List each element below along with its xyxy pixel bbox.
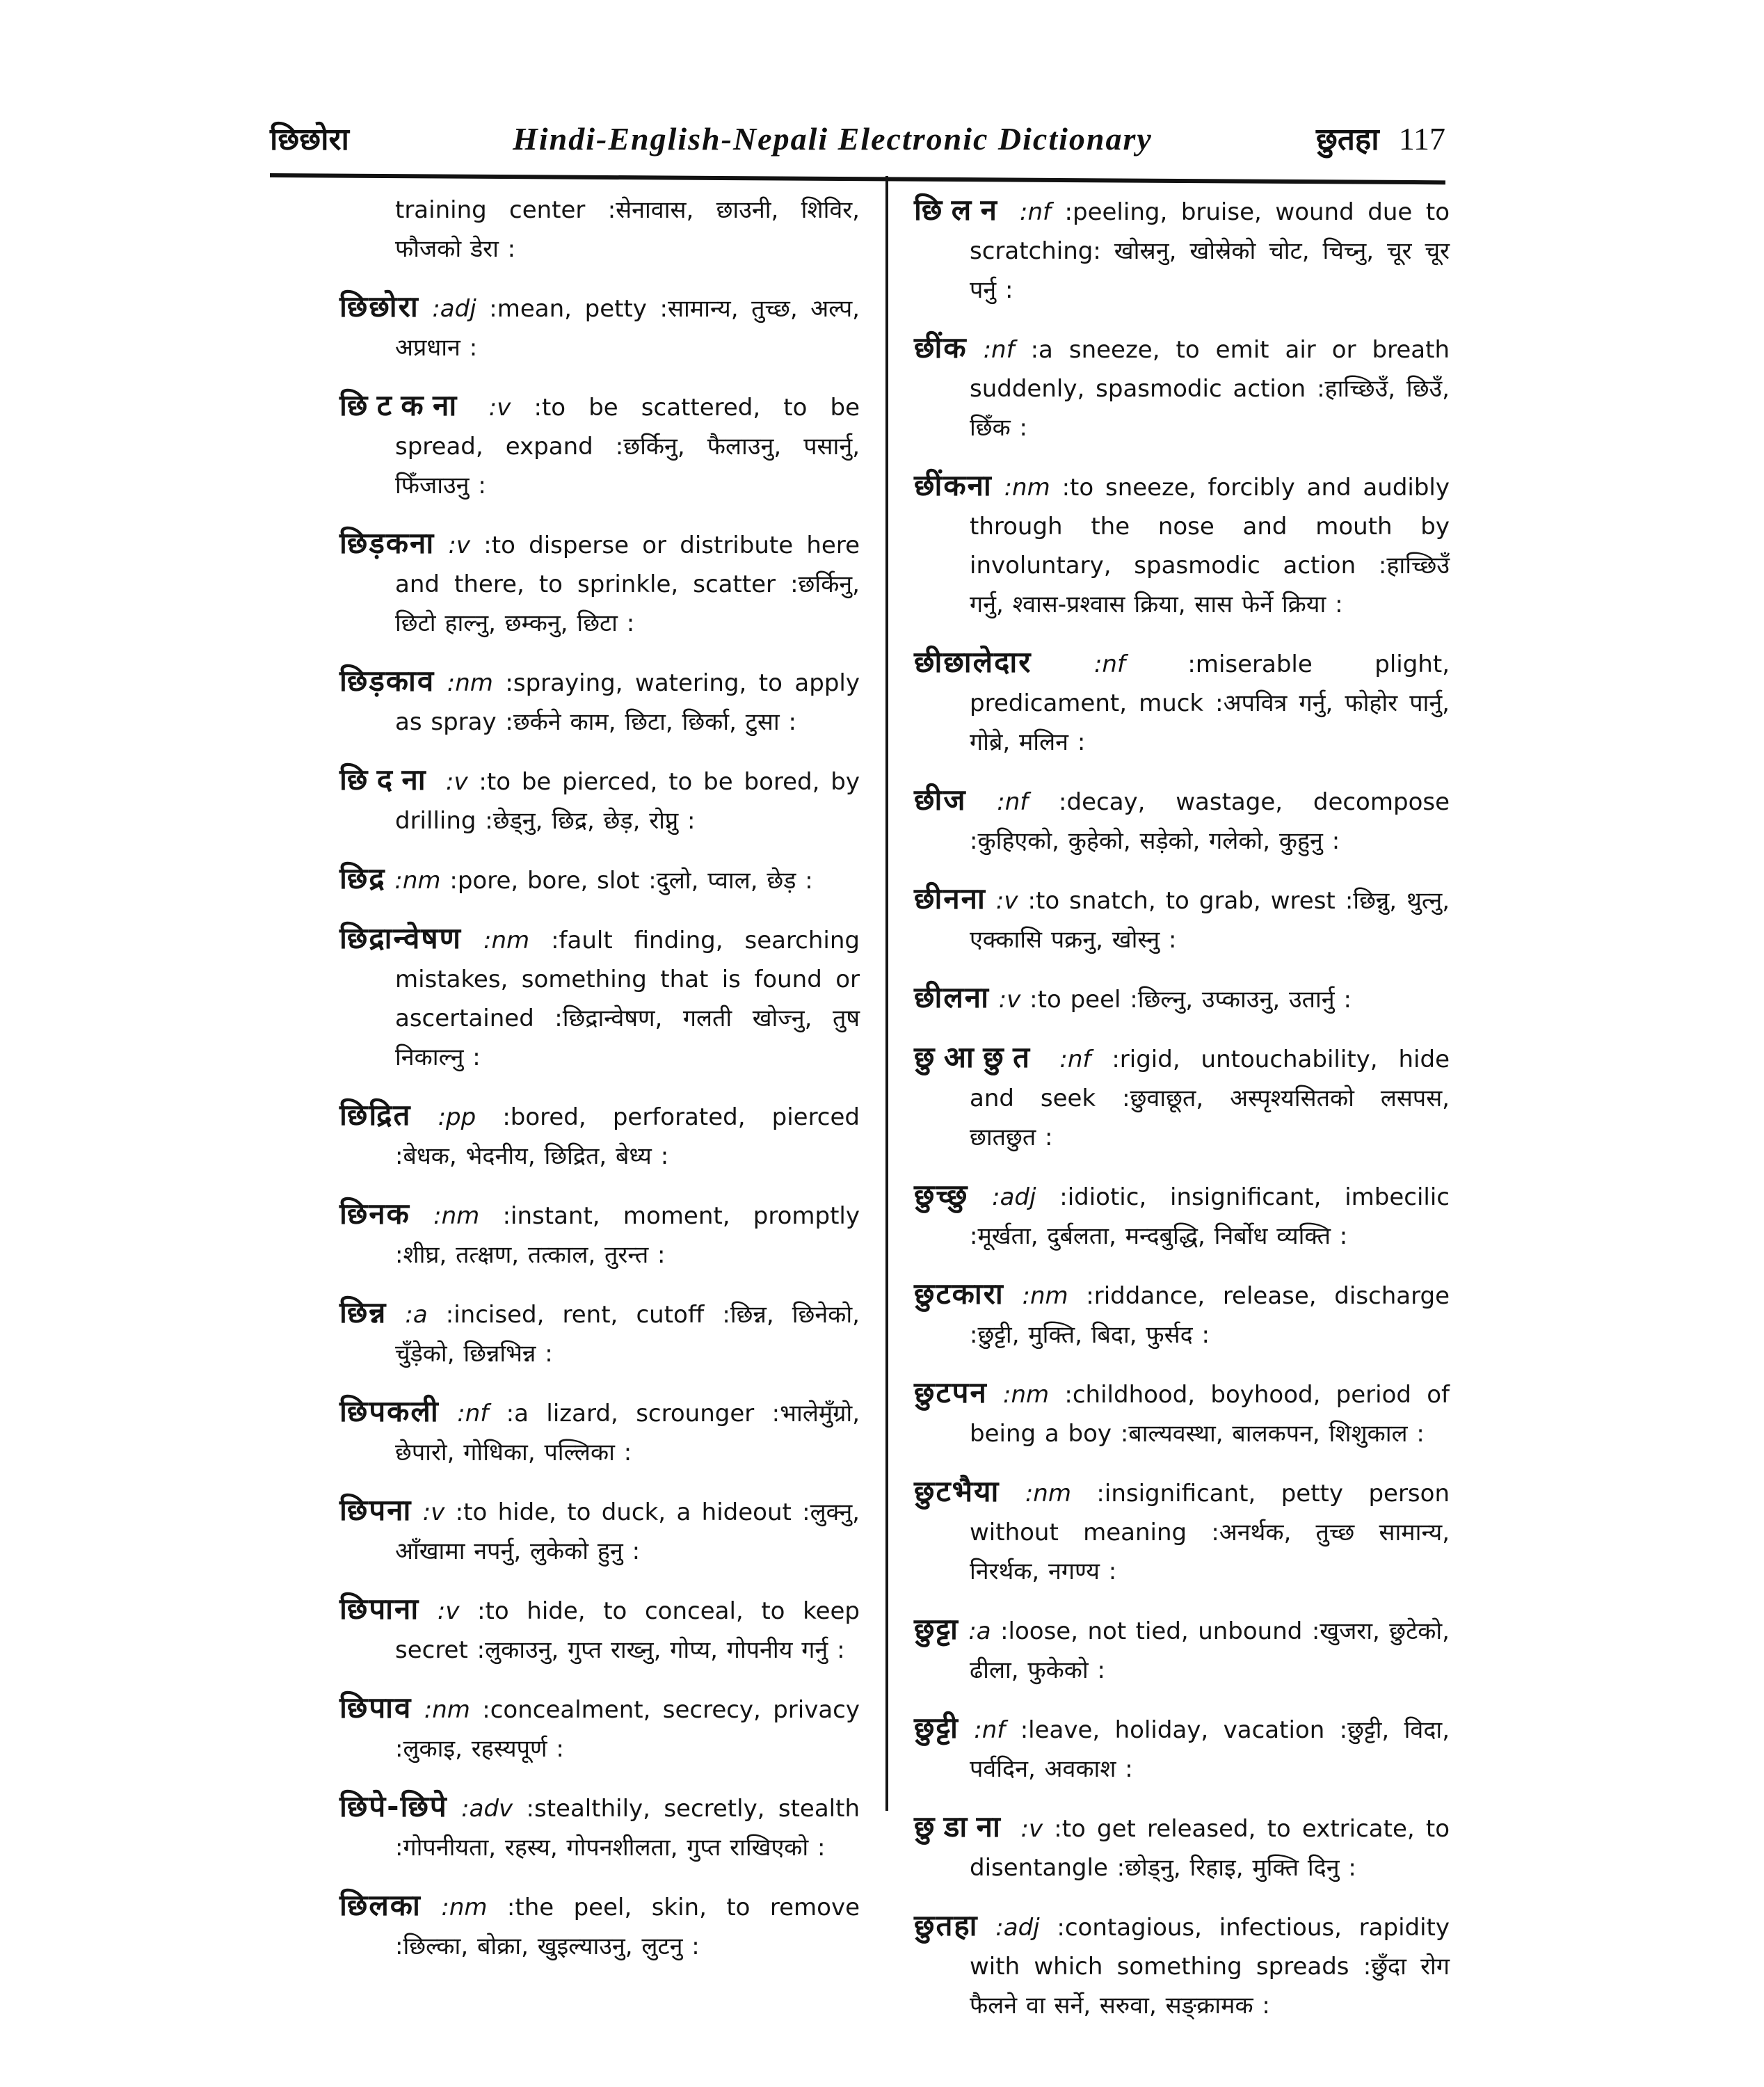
dictionary-entry: [914, 1709, 1450, 1789]
entry-headword: छींकना: [914, 468, 993, 502]
entry-headword: छिपकली: [339, 1394, 440, 1428]
dictionary-entry: [339, 1688, 860, 1768]
dictionary-entry: [339, 760, 860, 840]
entry-pos-tag: :nf: [439, 1400, 489, 1428]
entry-definition: :riddance, release, discharge :छुट्टी, मुक्ति, बिदा, फुर्सद :: [970, 1282, 1450, 1349]
entry-pos-tag: :nm: [385, 867, 441, 895]
dictionary-entry: [339, 1392, 860, 1472]
dictionary-entry: [914, 1274, 1450, 1354]
entry-pos-tag: :adv: [447, 1795, 513, 1823]
entry-pos-tag: :nm: [992, 474, 1050, 502]
entry-headword: छिद्रित: [339, 1098, 412, 1132]
entry-definition: :concealment, secrecy, privacy :लुकाइ, रहस्यपूर्ण :: [395, 1696, 860, 1763]
dictionary-entry: [914, 1906, 1450, 2025]
header-rule: [270, 173, 1445, 184]
entry-headword: छिछोरा: [339, 289, 419, 323]
entry-headword: छुच्छु: [914, 1178, 969, 1212]
entry-pos-tag: :v: [465, 394, 511, 422]
entry-definition: :leave, holiday, vacation :छुट्टी, विदा, पर्वदिन, अवकाश :: [970, 1716, 1450, 1783]
entry-pos-tag: :nf: [1032, 650, 1125, 678]
entry-definition: :to get released, to extricate, to disentangle :छोड्नु, रिहाइ, मुक्ति दिनु :: [970, 1815, 1450, 1882]
entry-definition: :spraying, watering, to apply as spray :छर्कने काम, छिटा, छिर्का, टुसा :: [395, 669, 860, 736]
entry-pos-tag: :nm: [1000, 1480, 1071, 1508]
entry-pos-tag: :pp: [411, 1103, 476, 1131]
entry-definition: :decay, wastage, decompose :कुहिएको, कुहेको, सड़ेको, गलेको, कुहुनु :: [970, 788, 1450, 855]
column-divider: [885, 176, 888, 1811]
dictionary-entry: [339, 1787, 860, 1867]
entry-headword: छिन्न: [339, 1295, 387, 1329]
entry-headword: छिपे-छिपे: [339, 1789, 448, 1823]
entry-pos-tag: :nm: [421, 1894, 488, 1921]
entry-headword: छुटभैया: [914, 1474, 1000, 1508]
entry-headword: छुडाना: [914, 1809, 1010, 1844]
entry-headword: छिलका: [339, 1888, 422, 1922]
dictionary-entry: [339, 1293, 860, 1373]
entry-definition: :bored, perforated, pierced :बेधक, भेदनीय, छिद्रित, बेध्य :: [395, 1103, 860, 1170]
entry-definition: :to peel :छिल्नु, उप्काउनु, उतार्नु :: [1020, 986, 1352, 1014]
entry-pos-tag: :nm: [1004, 1282, 1068, 1310]
entry-headword: छिद्र: [339, 861, 386, 895]
entry-headword: छिपना: [339, 1493, 412, 1527]
entry-pos-tag: :adj: [419, 295, 476, 323]
right-column: [914, 191, 1450, 2044]
dictionary-entry: [914, 1610, 1450, 1690]
entry-pos-tag: :a: [387, 1301, 428, 1329]
entry-pos-tag: :nf: [1006, 198, 1051, 226]
entry-pos-tag: :v: [435, 768, 468, 796]
entry-headword: छुटकारा: [914, 1277, 1004, 1311]
guide-word-left: छिछोरा: [270, 122, 349, 157]
entry-definition: :a lizard, scrounger :भालेमुँग्रो, छेपारो, गोधिका, पल्लिका :: [395, 1400, 860, 1466]
entry-headword: छुटपन: [914, 1375, 988, 1409]
dictionary-entry: [914, 781, 1450, 861]
entry-headword: छुट्टा: [914, 1612, 959, 1646]
entry-pos-tag: :nm: [987, 1381, 1050, 1409]
entry-definition: :to be pierced, to be bored, by drilling :छेड्नु, छिद्र, छेड़, रोप्नु :: [395, 768, 860, 835]
header-right-group: [1316, 117, 1445, 159]
page-number: 117: [1398, 121, 1445, 157]
entry-headword: छिलन: [914, 193, 1007, 227]
entry-headword: छुट्टी: [914, 1711, 959, 1745]
entry-pos-tag: :nm: [462, 927, 530, 954]
entry-pos-tag: :v: [419, 1597, 460, 1625]
entry-definition: :loose, not tied, unbound :खुजरा, छुटेको, ढीला, फुकेको :: [970, 1617, 1450, 1684]
dictionary-entry: [339, 919, 860, 1077]
guide-word-right: छुतहा: [1316, 122, 1379, 157]
entry-pos-tag: :adj: [978, 1914, 1040, 1942]
entry-pos-tag: :v: [989, 986, 1021, 1014]
entry-definition: :peeling, bruise, wound due to scratching: खोस्रनु, खोस्रेको चोट, चिच्नु, चूर चूर पर्नु :: [970, 198, 1450, 304]
entry-pos-tag: :nm: [435, 669, 493, 697]
entry-headword: छिपाव: [339, 1690, 412, 1725]
dictionary-entry: [914, 879, 1450, 959]
entry-continuation: [339, 191, 860, 269]
entry-definition: :to be scattered, to be spread, expand :छर्किनु, फैलाउनु, पसार्नु, फिँजाउनु :: [395, 394, 860, 499]
dictionary-entry: [339, 662, 860, 742]
entry-definition: :incised, rent, cutoff :छिन्न, छिनेको, चुँड़ेको, छिन्नभिन्न :: [395, 1301, 860, 1368]
entry-definition: :insignificant, petty person without meaning :अनर्थक, तुच्छ सामान्य, निरर्थक, नगण्य :: [970, 1480, 1450, 1585]
entry-definition: :to snatch, to grab, wrest :छिन्नु, थुत्नु, एक्कासि पक्रनु, खोस्नु :: [970, 887, 1450, 954]
entry-headword: छिड़कना: [339, 526, 435, 560]
entry-definition: :to hide, to conceal, to keep secret :लुकाउनु, गुप्त राख्नु, गोप्य, गोपनीय गर्नु :: [395, 1597, 860, 1664]
entry-definition: :to disperse or distribute here and there, to sprinkle, scatter :छर्किनु, छिटो हाल्नु, छम्कनु, छिटा :: [395, 531, 860, 637]
entry-definition: :rigid, untouchability, hide and seek :छुवाछूत, अस्पृश्यसितको लसपस, छातछुत :: [970, 1046, 1450, 1151]
entry-headword: छिदना: [339, 762, 435, 797]
entry-headword: छिड़काव: [339, 664, 435, 698]
entry-pos-tag: :nf: [966, 788, 1029, 816]
entry-definition: :pore, bore, slot :दुलो, प्वाल, छेड़ :: [440, 867, 813, 895]
dictionary-entry: [339, 1590, 860, 1670]
dictionary-entry: [339, 524, 860, 643]
dictionary-entry: [339, 287, 860, 367]
entry-definition: :mean, petty :सामान्य, तुच्छ, अल्प, अप्रधान :: [395, 295, 860, 362]
entry-definition: :a sneeze, to emit air or breath suddenly, spasmodic action :हाच्छिउँ, छिउँ, छिँक :: [970, 336, 1450, 442]
page-title: Hindi-English-Nepali Electronic Dictionary: [513, 121, 1153, 157]
entry-pos-tag: :a: [959, 1617, 991, 1645]
dictionary-entry: [339, 859, 860, 900]
dictionary-entry: [914, 328, 1450, 447]
entry-headword: छुआछुत: [914, 1040, 1039, 1074]
entry-definition: :childhood, boyhood, period of being a boy :बाल्यवस्था, बालकपन, शिशुकाल :: [970, 1381, 1450, 1448]
dictionary-entry: [914, 191, 1450, 310]
entry-pos-tag: :nf: [959, 1716, 1006, 1744]
page-header: [270, 117, 1445, 173]
dictionary-entry: [914, 1176, 1450, 1256]
entry-definition: :contagious, infectious, rapidity with which something spreads :छुँदा रोग फैलने वा सर्ने, सरुवा, सङ्क्रामक :: [970, 1914, 1450, 2020]
entry-headword: छींक: [914, 330, 968, 365]
entry-headword: छीज: [914, 783, 967, 817]
entry-pos-tag: :v: [435, 531, 471, 559]
entry-definition: :to sneeze, forcibly and audibly through the nose and mouth by involuntary, spasmodic action :हाच्छिउँ गर्नु, श्वास-प्रश्वास क्रिया, सास फेर्ने क्रिया :: [970, 474, 1450, 618]
dictionary-entry: [339, 1096, 860, 1176]
left-column: [339, 191, 860, 1985]
entry-headword: छिद्रान्वेषण: [339, 921, 463, 955]
dictionary-entry: [914, 1038, 1450, 1157]
entry-pos-tag: :v: [412, 1498, 445, 1526]
dictionary-entry: [339, 1886, 860, 1966]
dictionary-entry: [914, 1807, 1450, 1887]
dictionary-entry: [339, 1491, 860, 1571]
entry-headword: छिनक: [339, 1197, 410, 1231]
dictionary-entry: [339, 1194, 860, 1274]
entry-headword: छिटकना: [339, 388, 466, 422]
entry-pos-tag: :nf: [1039, 1046, 1091, 1073]
entry-definition: :to hide, to duck, a hideout :लुक्नु, आँखामा नपर्नु, लुकेको हुनु :: [395, 1498, 860, 1565]
entry-definition: :instant, moment, promptly :शीघ्र, तत्क्षण, तत्काल, तुरन्त :: [395, 1202, 860, 1269]
entry-definition: training center :सेनावास, छाउनी, शिविर, फौजको डेरा :: [395, 196, 860, 263]
entry-definition: :fault finding, searching mistakes, something that is found or ascertained :छिद्रान्वेषण, गलती खोज्नु, तुष निकाल्नु :: [395, 927, 860, 1071]
dictionary-entry: [914, 1472, 1450, 1591]
entry-pos-tag: :nm: [412, 1696, 470, 1724]
entry-definition: :idiotic, insignificant, imbecilic :मूर्खता, दुर्बलता, मन्दबुद्धि, निर्बोध व्यक्ति :: [970, 1183, 1450, 1250]
entry-headword: छीलना: [914, 980, 990, 1014]
entry-headword: छिपाना: [339, 1592, 420, 1626]
dictionary-entry: [914, 643, 1450, 762]
dictionary-entry: [914, 466, 1450, 624]
entry-pos-tag: :v: [986, 887, 1018, 915]
entry-pos-tag: :nf: [967, 336, 1015, 364]
entry-definition: :miserable plight, predicament, muck :अपवित्र गर्नु, फोहोर पार्नु, गोब्रे, मलिन :: [970, 650, 1450, 756]
entry-definition: :stealthily, secretly, stealth :गोपनीयता, रहस्य, गोपनशीलता, गुप्त राखिएको :: [395, 1795, 860, 1862]
entry-pos-tag: :adj: [968, 1183, 1036, 1211]
entry-headword: छीछालेदार: [914, 645, 1032, 679]
entry-definition: :the peel, skin, to remove :छिल्का, बोक्रा, खुइल्याउनु, लुटनु :: [395, 1894, 860, 1960]
entry-pos-tag: :nm: [410, 1202, 480, 1230]
entry-pos-tag: :v: [1009, 1815, 1043, 1843]
entry-headword: छुतहा: [914, 1908, 979, 1942]
dictionary-entry: [914, 978, 1450, 1019]
entry-headword: छीनना: [914, 881, 986, 915]
dictionary-entry: [914, 1373, 1450, 1453]
dictionary-entry: [339, 386, 860, 505]
